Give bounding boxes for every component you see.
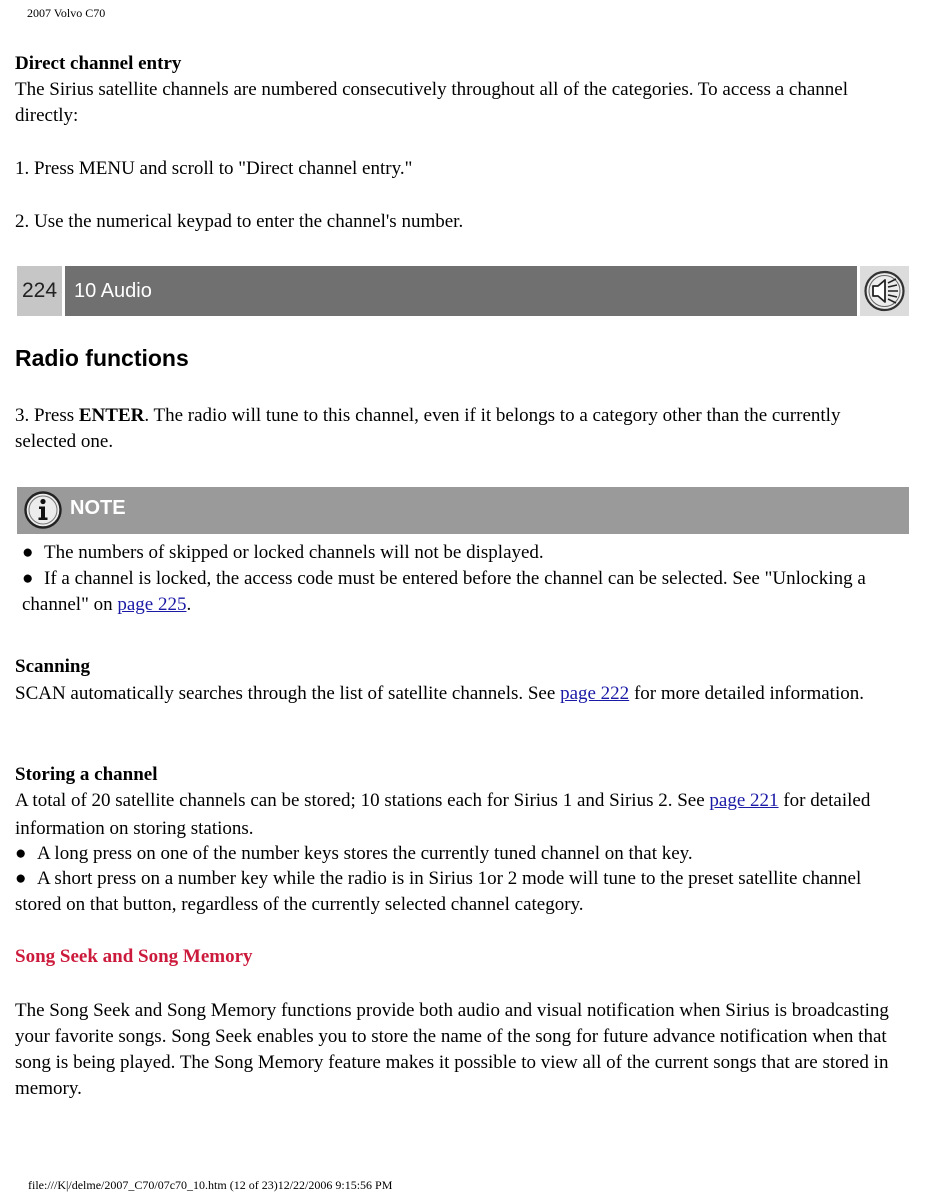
page-222-link[interactable]: page 222	[560, 683, 630, 704]
page-221-link[interactable]: page 221	[709, 790, 779, 811]
enter-key-label: ENTER	[78, 405, 145, 426]
page-footer: file:///K|/delme/2007_C70/07c70_10.htm (12 of 23)12/22/2006 9:15:56 PM	[28, 1178, 393, 1192]
scanning-text	[15, 680, 875, 708]
storing-bullet-1-text: A long press on one of the number keys stores the currently tuned channel on that key.	[37, 843, 693, 864]
speaker-icon	[860, 266, 909, 316]
direct-entry-intro: The Sirius satellite channels are numbered consecutively throughout all of the categories. To access a channel directly:	[15, 79, 848, 126]
scanning-text-end: for more detailed information.	[629, 683, 864, 704]
chapter-title: 10 Audio	[65, 266, 857, 316]
storing-text	[15, 787, 895, 843]
step-3-paragraph	[15, 403, 905, 455]
bullet-icon: ●	[22, 568, 34, 589]
storing-bullet-1	[15, 841, 895, 867]
page-header-title: 2007 Volvo C70	[27, 6, 106, 20]
bullet-icon: ●	[22, 542, 34, 563]
step-3-prefix: 3. Press	[15, 405, 79, 426]
bullet-icon: ●	[15, 868, 27, 889]
direct-entry-heading: Direct channel entry	[15, 53, 182, 74]
note-bullet-2-text: If a channel is locked, the access code must be entered before the channel can be selected. See "Unlocking a channel" on	[22, 568, 866, 615]
note-bullet-2	[22, 566, 902, 618]
note-bullet-1	[22, 540, 902, 566]
chapter-bar	[17, 266, 909, 316]
info-icon	[23, 490, 63, 530]
storing-text-start: A total of 20 satellite channels can be stored; 10 stations each for Sirius 1 and Sirius 2. See	[15, 790, 710, 811]
note-label: NOTE	[70, 497, 126, 519]
song-seek-text: The Song Seek and Song Memory functions provide both audio and visual notification when Sirius is broadcasting your favorite songs. Song Seek enables you to store the name of the song for future advance notification when that song is being played. The Song Memory feature makes it possible to view all of the current songs that are stored in memory.	[15, 1000, 889, 1099]
storing-bullet-2-text: A short press on a number key while the radio is in Sirius 1or 2 mode will tune to the preset satellite channel stored on that button, regardless of the currently selected channel category.	[15, 868, 862, 915]
storing-heading: Storing a channel	[15, 764, 158, 785]
storing-bullet-2	[15, 866, 895, 918]
direct-entry-step-2: 2. Use the numerical keypad to enter the channel's number.	[15, 211, 464, 232]
bullet-icon: ●	[15, 843, 27, 864]
section-title: Radio functions	[15, 345, 189, 371]
page-225-link[interactable]: page 225	[117, 594, 187, 615]
note-bullet-2-end: .	[186, 594, 192, 615]
scanning-text-start: SCAN automatically searches through the list of satellite channels. See	[15, 683, 561, 704]
note-bar	[17, 487, 909, 534]
storing-text-end: for detailed information on storing stations.	[15, 790, 871, 839]
scanning-heading: Scanning	[15, 656, 90, 677]
note-bullet-1-text: The numbers of skipped or locked channels will not be displayed.	[44, 542, 544, 563]
page-number: 224	[17, 266, 62, 316]
song-seek-heading: Song Seek and Song Memory	[15, 946, 253, 967]
direct-entry-step-1: 1. Press MENU and scroll to "Direct channel entry."	[15, 158, 413, 179]
step-3-text: . The radio will tune to this channel, even if it belongs to a category other than the currently selected one.	[15, 405, 841, 452]
